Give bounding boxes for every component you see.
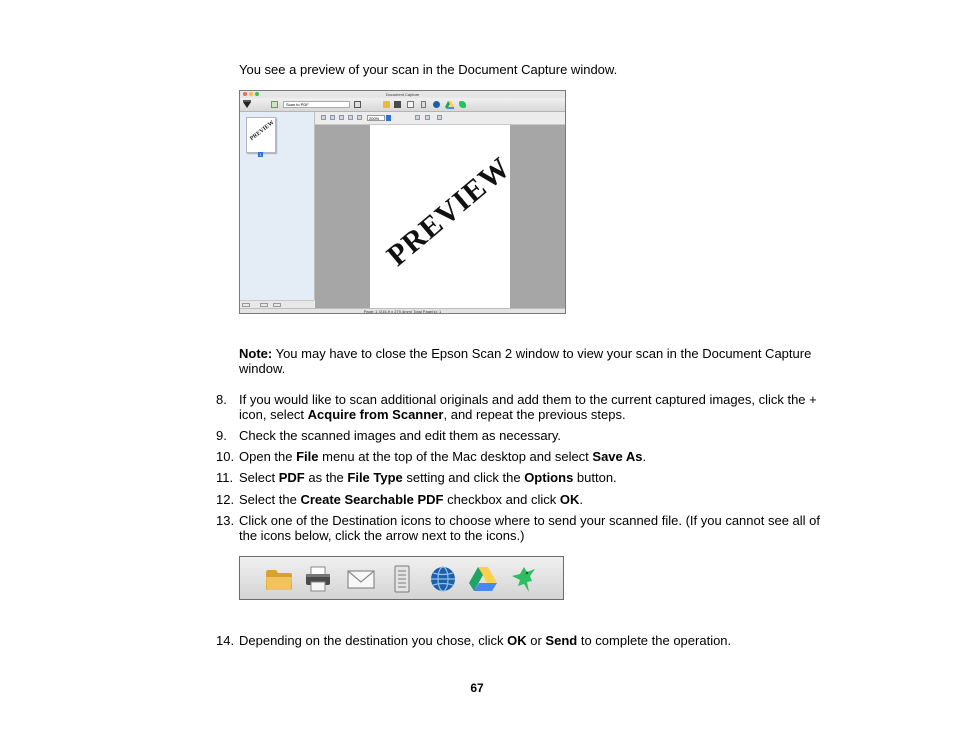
- web-globe-icon: [428, 564, 458, 594]
- view-toolbar: [315, 112, 565, 125]
- step-bold-term: OK: [507, 633, 527, 648]
- thumbnail-sidebar: [240, 112, 315, 300]
- job-select: Scan to PDF: [283, 101, 350, 108]
- step-bold-term: Send: [545, 633, 578, 648]
- step-bold-term: OK: [559, 492, 580, 507]
- step-number: 13.: [216, 513, 235, 528]
- step-text-segment: or: [526, 633, 546, 648]
- step-text: [239, 513, 829, 543]
- note-label: Note:: [239, 346, 273, 361]
- step-text-segment: Click one of the Destination icons to choose where to send your scanned file. (If you cannot see all of the icons below, click the arrow next to the icons.): [239, 513, 821, 543]
- step-text-segment: menu at the top of the Mac desktop and select: [318, 449, 593, 464]
- preview-page: [370, 125, 518, 308]
- drive-icon-small: [445, 101, 454, 109]
- step-bold-term: PDF: [278, 470, 305, 485]
- step-text-segment: Check the scanned images and edit them as necessary.: [239, 428, 562, 443]
- step-text-segment: setting and click the: [402, 470, 525, 485]
- destination-icons-strip: [239, 556, 564, 600]
- page-thumbnail: [246, 117, 276, 153]
- view-control: [260, 303, 268, 307]
- step-text: [239, 449, 829, 464]
- step-number: 12.: [216, 492, 235, 507]
- step-text: [239, 633, 829, 648]
- step-text-segment: Depending on the destination you chose, click: [239, 633, 508, 648]
- folder-icon: [264, 564, 294, 594]
- step-text: [239, 428, 829, 443]
- step-text-segment: checkbox and click: [443, 492, 560, 507]
- step-text: [239, 470, 829, 485]
- thumbnail-preview-text: PREVIEW: [249, 119, 276, 143]
- zoom-arrow-icon: [386, 115, 391, 121]
- step-bold-term: Create Searchable PDF: [300, 492, 444, 507]
- job-settings-icon: [354, 101, 361, 108]
- evernote-icon-small: [459, 101, 466, 108]
- fit-page-icon: [348, 115, 353, 120]
- evernote-icon: [508, 564, 538, 594]
- step-text: [239, 392, 829, 422]
- document-capture-window-screenshot: [239, 90, 566, 314]
- email-icon-small: [407, 101, 414, 108]
- step-text: [239, 492, 829, 507]
- printer-icon-small: [394, 101, 401, 108]
- delete-page-icon: [437, 115, 442, 120]
- step-text-segment: to complete the operation.: [577, 633, 732, 648]
- document-server-icon: [387, 564, 417, 594]
- zoom-control: [273, 303, 281, 307]
- title-bar: [240, 91, 565, 98]
- step-text-segment: Select: [239, 470, 279, 485]
- step-text-segment: button.: [573, 470, 617, 485]
- step-bold-term: File Type: [347, 470, 403, 485]
- step-text-segment: .: [579, 492, 583, 507]
- google-drive-icon: [468, 564, 498, 594]
- step-number: 11.: [216, 470, 234, 485]
- zoom-out-icon: [330, 115, 335, 120]
- zoom-in-icon: [321, 115, 326, 120]
- rotate-right-icon: [425, 115, 430, 120]
- step-text-segment: Open the: [239, 449, 297, 464]
- step-number: 9.: [216, 428, 227, 443]
- main-toolbar: [240, 98, 565, 112]
- step-bold-term: Options: [524, 470, 574, 485]
- email-icon: [346, 564, 376, 594]
- step-bold-term: Save As: [592, 449, 643, 464]
- preview-watermark-text: PREVIEW: [380, 150, 518, 273]
- step-text-segment: Select the: [239, 492, 301, 507]
- step-text-segment: , and repeat the previous steps.: [443, 407, 626, 422]
- fit-width-icon: [339, 115, 344, 120]
- zoom-select: 200%: [367, 115, 385, 121]
- status-bar: Page: 1 (215.9 x 279.4mm) Total Page(s): 1: [240, 308, 565, 314]
- step-number: 14.: [216, 633, 235, 648]
- step-text-segment: as the: [304, 470, 348, 485]
- rotate-left-icon: [415, 115, 420, 120]
- step-number: 10.: [216, 449, 235, 464]
- step-text-segment: If you would like to scan additional originals and add them to the current captured images, click the + icon, select: [239, 392, 817, 422]
- page-number: 67: [470, 681, 484, 695]
- intro-text: You see a preview of your scan in the Document Capture window.: [239, 62, 618, 77]
- preview-viewer: [315, 125, 565, 308]
- window-title: Document Capture: [385, 92, 420, 97]
- globe-icon-small: [433, 101, 440, 108]
- step-bold-term: File: [296, 449, 319, 464]
- folder-icon-small: [383, 101, 390, 108]
- step-number: 8.: [216, 392, 227, 407]
- thumbnail-page-number: 1: [259, 152, 262, 157]
- step-text-segment: .: [642, 449, 647, 464]
- printer-icon: [303, 564, 333, 594]
- note-body: You may have to close the Epson Scan 2 window to view your scan in the Document Capture window.: [239, 346, 812, 376]
- step-bold-term: Acquire from Scanner: [307, 407, 444, 422]
- scan-settings-icon: [271, 101, 278, 108]
- actual-size-icon: [357, 115, 362, 120]
- note-text: [239, 346, 829, 376]
- document-icon-small: [421, 101, 426, 108]
- scan-icon: [242, 100, 252, 109]
- add-remove-control: [242, 303, 250, 307]
